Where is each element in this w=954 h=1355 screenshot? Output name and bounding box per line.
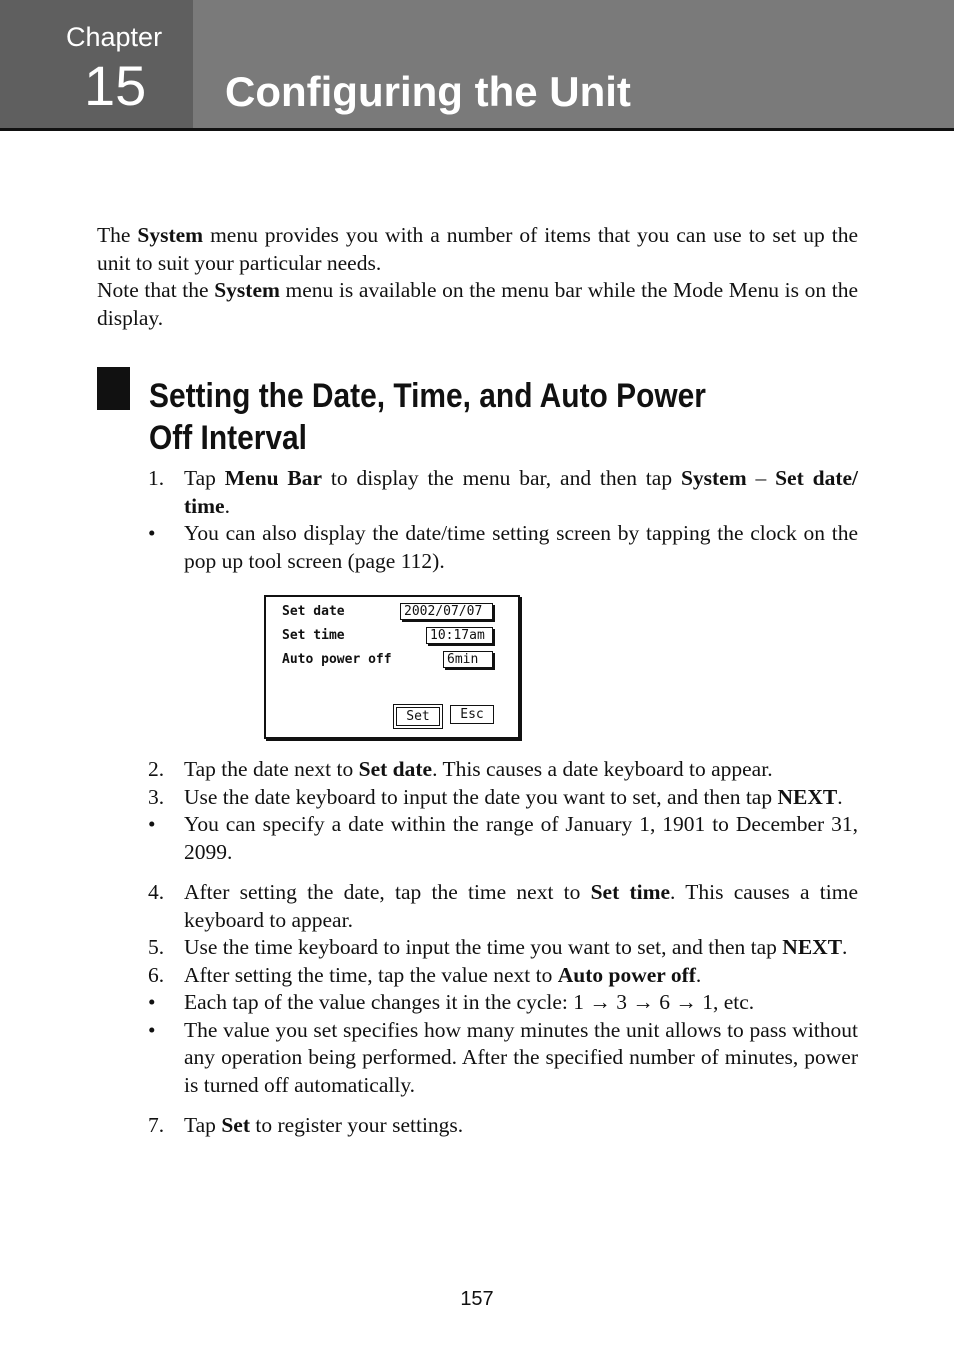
esc-button[interactable]: Esc xyxy=(450,705,494,724)
text: . This causes a date keyboard to appear. xyxy=(432,757,773,781)
bold-term: Set time xyxy=(590,880,671,904)
bullet: • xyxy=(148,990,156,1014)
auto-power-off-label: Auto power off xyxy=(282,652,392,667)
step-number: 3. xyxy=(148,784,165,809)
section-title: Setting the Date, Time, and Auto Power Off Interval xyxy=(149,377,706,457)
text: to register your settings. xyxy=(249,1113,464,1137)
step-1 xyxy=(148,465,858,520)
spacer xyxy=(148,866,858,879)
step-number: 7. xyxy=(148,1113,165,1137)
steps-list-2 xyxy=(148,756,858,1140)
text: . xyxy=(842,935,848,959)
text: . xyxy=(695,962,702,987)
text: Tap xyxy=(184,466,225,490)
text: – xyxy=(746,466,776,490)
step-number: 1. xyxy=(148,466,165,490)
text: Use the time keyboard to input the time you want to set, and then tap xyxy=(184,935,783,959)
chapter-header xyxy=(0,0,954,128)
bullet-4 xyxy=(148,1017,858,1100)
text: The xyxy=(97,223,138,247)
bullet: • xyxy=(148,1017,156,1042)
set-time-value[interactable]: 10:17am xyxy=(426,627,493,644)
bold-term: Set date xyxy=(358,757,433,781)
page-number: 157 xyxy=(460,1288,494,1310)
text: Each tap of the value changes it in the cycle: 1 → 3 → 6 → 1, etc. xyxy=(184,990,755,1014)
spacer xyxy=(148,1099,858,1112)
bullet: • xyxy=(148,812,156,836)
text: Note that the xyxy=(97,278,215,302)
bold-term: System xyxy=(214,278,280,302)
text: Use the date keyboard to input the date you want to set, and then tap xyxy=(184,784,778,809)
step-number: 5. xyxy=(148,935,165,959)
chapter-title: Configuring the Unit xyxy=(225,68,631,115)
bold-term: Set date/ time xyxy=(184,466,858,518)
step-number: 4. xyxy=(148,880,165,904)
chapter-box xyxy=(0,0,193,128)
text: . xyxy=(837,784,843,809)
bold-term: System xyxy=(137,223,204,247)
text: . This causes a time keyboard to appear. xyxy=(184,880,858,932)
bullet-3 xyxy=(148,989,858,1017)
bullet-1 xyxy=(148,520,858,575)
bold-term: NEXT xyxy=(777,784,838,809)
bold-term: NEXT xyxy=(782,935,843,959)
set-date-value[interactable]: 2002/07/07 xyxy=(400,603,493,620)
text: Tap xyxy=(184,1113,222,1137)
section-marker xyxy=(97,367,130,410)
intro-paragraph-1 xyxy=(97,222,858,277)
bold-term: Menu Bar xyxy=(224,466,323,490)
step-5 xyxy=(148,934,858,962)
bold-term: Auto power off xyxy=(557,962,696,987)
step-2 xyxy=(148,756,858,784)
set-button[interactable]: Set xyxy=(396,707,440,726)
step-4 xyxy=(148,879,858,934)
steps-list-1 xyxy=(148,465,858,575)
bullet: • xyxy=(148,521,156,545)
auto-power-off-value[interactable]: 6min xyxy=(443,651,493,668)
step-3 xyxy=(148,784,858,812)
bold-term: System xyxy=(680,466,747,490)
text: After setting the date, tap the time next to xyxy=(184,880,591,904)
step-number: 6. xyxy=(148,962,165,987)
text: Tap the date next to xyxy=(184,757,359,781)
set-date-label: Set date xyxy=(282,604,345,619)
set-time-label: Set time xyxy=(282,628,345,643)
step-6 xyxy=(148,962,858,990)
text: After setting the time, tap the value next to xyxy=(184,962,558,987)
step-number: 2. xyxy=(148,757,165,781)
bullet-2 xyxy=(148,811,858,866)
intro-text xyxy=(97,222,858,332)
text: to display the menu bar, and then tap xyxy=(322,466,681,490)
bold-term: Set xyxy=(221,1113,250,1137)
text: menu is available on the menu bar while the Mode Menu is on the display. xyxy=(97,278,858,330)
chapter-label: Chapter xyxy=(66,22,163,52)
intro-paragraph-2 xyxy=(97,277,858,332)
header-rule xyxy=(0,128,954,131)
text: . xyxy=(224,493,230,518)
text: The value you set specifies how many minutes the unit allows to pass without any operation being performed. After the specified number of minutes, power is turned off automatically. xyxy=(184,1017,858,1097)
step-7 xyxy=(148,1112,858,1140)
chapter-number: 15 xyxy=(84,54,147,117)
text: You can specify a date within the range of January 1, 1901 to December 31, 2099. xyxy=(184,812,858,864)
date-time-settings-screen xyxy=(264,595,520,739)
text: You can also display the date/time setting screen by tapping the clock on the pop up tool screen (page 112). xyxy=(184,521,858,573)
text: menu provides you with a number of items that you can use to set up the unit to suit your particular needs. xyxy=(97,223,858,275)
